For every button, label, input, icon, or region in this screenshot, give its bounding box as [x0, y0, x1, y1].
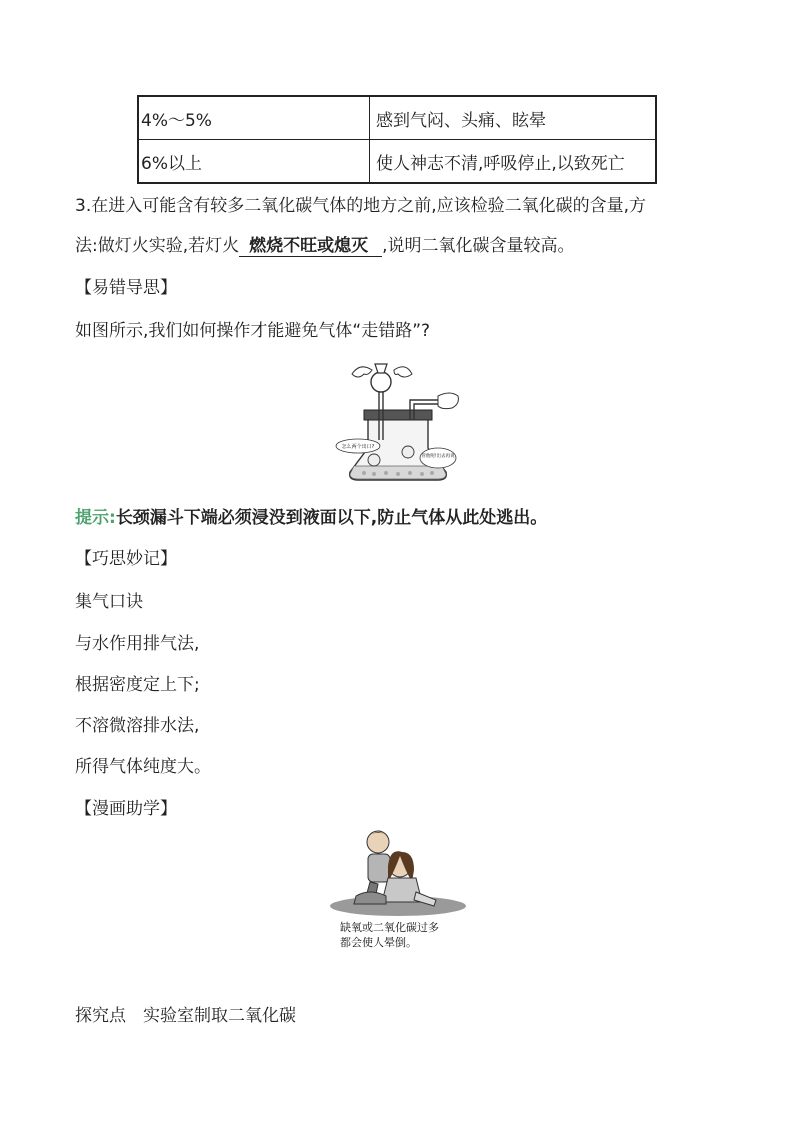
- table-cell-concentration: 4%～5%: [138, 96, 370, 140]
- memory-line: 与水作用排气法,: [75, 634, 200, 654]
- section-heading-comic: 【漫画助学】: [75, 799, 177, 819]
- memory-line: 不溶微溶排水法,: [75, 716, 200, 736]
- mistakes-question: 如图所示,我们如何操作才能避免气体“走错路”?: [75, 321, 431, 341]
- section-heading-memory: 【巧思妙记】: [75, 549, 177, 569]
- item3-line2-before: 法:做灯火实验,若灯火: [75, 236, 240, 256]
- explore-heading: [75, 1006, 296, 1026]
- explore-title: 实验室制取二氧化碳: [143, 1006, 296, 1026]
- boy-head-icon: [367, 831, 389, 853]
- right-hand-icon: [394, 367, 412, 377]
- comic-caption-line1: 缺氧或二氧化碳过多: [340, 921, 439, 934]
- bubble-left-text: 怎么两个出口?: [341, 444, 375, 450]
- table-row: [138, 96, 656, 140]
- explore-label: 探究点: [75, 1006, 126, 1026]
- memory-line: 所得气体纯度大。: [75, 757, 211, 777]
- item3-line1: 3.在进入可能含有较多二氧化碳气体的地方之前,应该检验二氧化碳的含量,方: [75, 196, 647, 216]
- gas-molecule-icon: [402, 446, 414, 458]
- funnel-bulb: [371, 372, 391, 392]
- comic-illustration: [326, 826, 468, 918]
- table-cell-concentration: 6%以上: [138, 140, 370, 184]
- boy-body: [368, 854, 390, 882]
- table-cell-effect: 感到气闷、头痛、眩晕: [370, 96, 657, 140]
- hint-label: 提示:: [75, 508, 116, 528]
- hint: [75, 508, 547, 528]
- table-cell-effect: 使人神志不清,呼吸停止,以致死亡: [370, 140, 657, 184]
- gas-apparatus-illustration: [334, 360, 462, 484]
- comic-caption-line2: 都会使人晕倒。: [340, 936, 417, 949]
- gas-molecule-icon: [368, 454, 380, 466]
- bubble-right-text: 管他呢!出去再说: [421, 454, 455, 459]
- memory-title: 集气口诀: [75, 592, 143, 612]
- item3-line2-after: ,说明二氧化碳含量较高。: [382, 236, 575, 256]
- left-hand-icon: [352, 367, 372, 377]
- concentration-effects-table: [137, 95, 657, 184]
- hint-text: 长颈漏斗下端必须浸没到液面以下,防止气体从此处逃出。: [115, 508, 548, 528]
- rubber-stopper: [364, 410, 432, 420]
- pointing-hand-icon: [438, 393, 458, 409]
- table-row: [138, 140, 656, 184]
- section-heading-mistakes: 【易错导思】: [75, 278, 177, 298]
- item3-line2: [75, 236, 575, 257]
- fill-in-answer: 燃烧不旺或熄灭: [239, 237, 382, 257]
- memory-line: 根据密度定上下;: [75, 675, 200, 695]
